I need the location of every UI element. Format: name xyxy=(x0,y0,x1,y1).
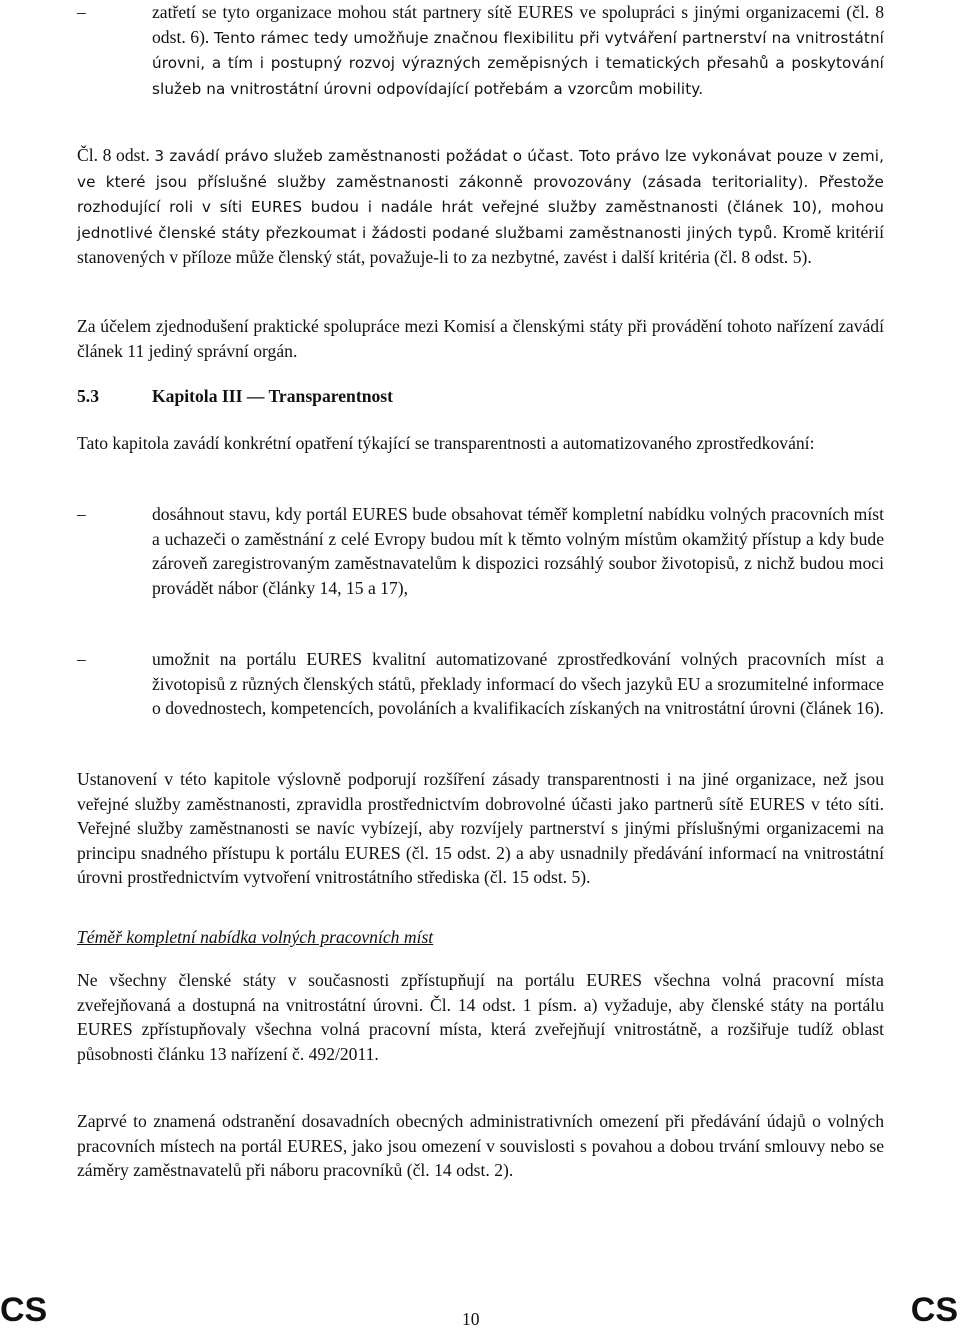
bullet-dash-2: – xyxy=(77,649,86,669)
paragraph-first: Zaprvé to znamená odstranění dosavadních obecných administrativních omezení při předávání údajů o volných pracovních místech na portál EURES, jako jsou omezení v souvislosti s povahou a dobou trvání smlouvy nebo se záměry zaměstnavatelů při náboru pracovníků (čl. 14 odst. 2). xyxy=(77,1111,884,1180)
footer-language-code-right: CS xyxy=(910,1291,958,1329)
art8-sans: 3 zavádí právo služeb zaměstnanosti požádat o účast. Toto právo lze vykonávat pouze v zemi, ve které jsou příslušné služby zaměstnanosti zákonně provozovány (zásada teritoriality). Přestože rozhodující roli v síti EURES budou i nadále hrát veřejné služby zaměstnanosti (článek 10), mohou jednotlivé členské státy přezkoumat i žádosti podané službami zaměstnanosti jiných typů. xyxy=(77,147,884,242)
list-item-continuation xyxy=(152,0,884,101)
list-text-sans: Tento rámec tedy umožňuje značnou flexibilitu při vytváření partnerství na vnitrostátní úrovni, a tím i postupný rozvoj výrazných zeměpisných i tematických přesahů a poskytování služeb na vnitrostátní úrovni odpovídající potřebám a vzorcům mobility. xyxy=(152,28,884,98)
paragraph-simplification: Za účelem zjednodušení praktické spolupráce mezi Komisí a členskými státy při provádění tohoto nařízení zavádí článek 11 jediný správní orgán. xyxy=(77,316,884,361)
list-dash: – xyxy=(77,2,86,22)
art8-serif: Čl. 8 odst. xyxy=(77,145,155,165)
bullet-item-1: dosáhnout stavu, kdy portál EURES bude obsahovat téměř kompletní nabídku volných pracovních míst a uchazeči o zaměstnání z celé Evropy budou mít k těmto volným místům okamžitý přístup a kdy bude zároveň zaregistrovaným zaměstnavatelům k dispozici rozsáhlý soubor životopisů, z nichž budou moci provádět nábor (články 14, 15 a 17), xyxy=(152,504,884,598)
list-text-serif: zatřetí se tyto organizace mohou stát partnery sítě EURES ve spolupráci s jinými organizacemi (čl. 8 odst. 6). xyxy=(152,2,884,47)
subheading: Téměř kompletní nabídka volných pracovních míst xyxy=(77,927,434,947)
paragraph-art8 xyxy=(77,143,884,270)
paragraph-not-all: Ne všechny členské státy v současnosti zpřístupňují na portálu EURES všechna volná pracovní místa zveřejňovaná a dostupná na vnitrostátní úrovni. Čl. 14 odst. 1 písm. a) vyžaduje, aby členské státy na portálu EURES zpřístupňovaly všechna volná pracovní místa, která zveřejňují vnitrostátně, a rozšiřuje tudíž oblast působnosti článku 13 nařízení č. 492/2011. xyxy=(77,970,884,1064)
footer-language-code-left: CS xyxy=(0,1291,48,1329)
art8-serif-b: Kromě kritérií stanovených v příloze může členský stát, považuje-li to za nezbytné, zavést i další kritéria (čl. 8 odst. 5). xyxy=(77,221,885,267)
bullet-dash-1: – xyxy=(77,504,86,524)
paragraph-provisions: Ustanovení v této kapitole výslovně podporují rozšíření zásady transparentnosti i na jiné organizace, než jsou veřejné služby zaměstnanosti, zpravidla prostřednictvím dobrovolné účasti jako partnerů sítě EURES v této síti. Veřejné služby zaměstnanosti se navíc vybízejí, aby rozvíjely partnerství s jinými příslušnými organizacemi na principu snadného přístupu k portálu EURES (čl. 15 odst. 2) a aby usnadnily předávání informací na vnitrostátní úrovni prostřednictvím vytvoření vnitrostátního střediska (čl. 15 odst. 5). xyxy=(77,769,884,887)
page-number: 10 xyxy=(462,1309,480,1329)
bullet-item-2: umožnit na portálu EURES kvalitní automatizované zprostředkování volných pracovních míst a životopisů z různých členských států, překlady informací do všech jazyků EU a srozumitelné informace o dovednostech, kompetencích, povoláních a kvalifikacích získaných na vnitrostátní úrovni (článek 16). xyxy=(152,649,884,718)
section-number: 5.3 xyxy=(77,386,99,406)
paragraph-intro: Tato kapitola zavádí konkrétní opatření týkající se transparentnosti a automatizovaného zprostředkování: xyxy=(77,433,815,453)
section-title: Kapitola III — Transparentnost xyxy=(152,386,393,406)
